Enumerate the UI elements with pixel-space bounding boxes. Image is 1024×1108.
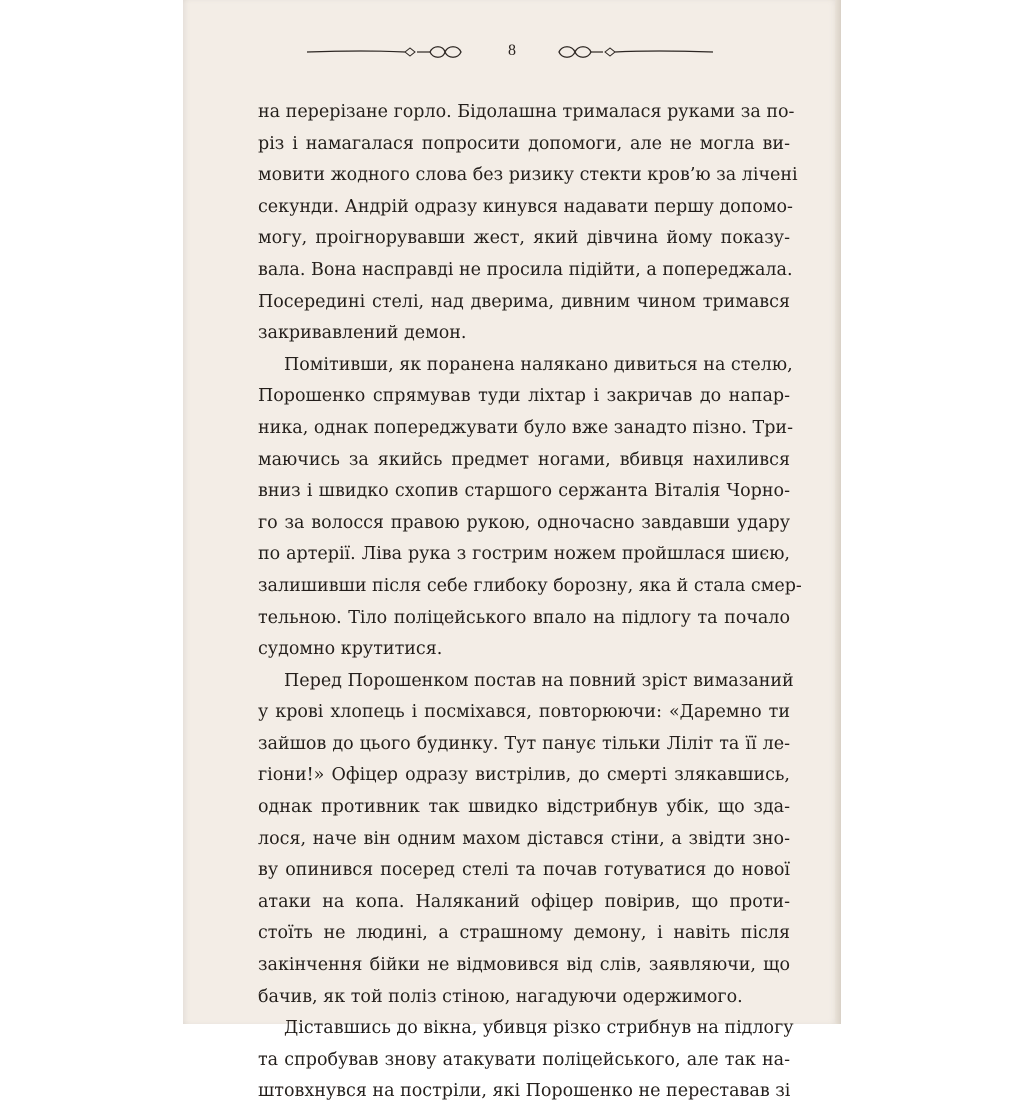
page-header bbox=[183, 36, 841, 72]
book-page bbox=[183, 0, 841, 1102]
text-line: секунди. Андрій одразу кинувся надавати першу допомо- bbox=[258, 196, 793, 217]
text-line: у крові хлопець і посміхався, повторюючи: «Даремно ти bbox=[258, 702, 790, 723]
text-line: Порошенко спрямував туди ліхтар і закричав до напар- bbox=[258, 386, 790, 407]
text-line: маючись за якийсь предмет ногами, вбивця нахилився bbox=[258, 449, 790, 470]
text-line: закривавлений демон. bbox=[258, 323, 467, 344]
text-line: Діставшись до вікна, убивця різко стрибнув на підлогу bbox=[284, 1018, 794, 1039]
text-line: Помітивши, як поранена налякано дивиться на стелю, bbox=[284, 354, 793, 375]
right-ornament-icon bbox=[555, 42, 715, 62]
text-line: по артерії. Ліва рука з гострим ножем пройшлася шиєю, bbox=[258, 544, 790, 565]
text-line: зайшов до цього будинку. Тут панує тільки Ліліт та її ле- bbox=[258, 733, 790, 754]
text-line: вала. Вона насправді не просила підійти, а попереджала. bbox=[258, 259, 793, 280]
text-line: залишивши після себе глибоку борозну, яка й стала смер- bbox=[258, 575, 802, 596]
text-line: мовити жодного слова без ризику стекти кров’ю за лічені bbox=[258, 165, 798, 186]
page-number: 8 bbox=[508, 42, 516, 59]
text-line: ву опинився посеред стелі та почав готуватися до нової bbox=[258, 860, 790, 881]
text-line: гіони!» Офіцер одразу вистрілив, до смерті злякавшись, bbox=[258, 765, 790, 786]
text-line: лося, наче він одним махом дістався стіни, а звідти зно- bbox=[258, 828, 790, 849]
text-line: судомно крутитися. bbox=[258, 639, 443, 660]
text-line: бачив, як той поліз стіною, нагадуючи одержимого. bbox=[258, 986, 743, 1007]
body-text bbox=[258, 97, 802, 1108]
text-line: та спробував знову атакувати поліцейського, але так на- bbox=[258, 1049, 790, 1070]
text-line: атаки на копа. Наляканий офіцер повірив, що проти- bbox=[258, 891, 790, 912]
text-line: різ і намагалася попросити допомоги, але не могла ви- bbox=[258, 133, 790, 154]
text-line: однак противник так швидко відстрибнув убік, що зда- bbox=[258, 797, 790, 818]
text-line: го за волосся правою рукою, одночасно завдавши удару bbox=[258, 512, 790, 533]
text-line: стоїть не людині, а страшному демону, і навіть після bbox=[258, 923, 790, 944]
left-ornament-icon bbox=[305, 42, 465, 62]
text-line: закінчення бійки не відмовився від слів, заявляючи, що bbox=[258, 955, 790, 976]
text-line: на перерізане горло. Бідолашна трималася руками за по- bbox=[258, 102, 795, 122]
page-edge-shadow bbox=[835, 0, 841, 1024]
text-line: тельною. Тіло поліцейського впало на підлогу та почало bbox=[258, 607, 790, 628]
text-line: Перед Порошенком постав на повний зріст вимазаний bbox=[284, 670, 794, 691]
text-line: ника, однак попереджувати було вже занадто пізно. Три- bbox=[258, 417, 794, 438]
text-line: штовхнувся на постріли, які Порошенко не переставав зі bbox=[258, 1081, 791, 1102]
text-line: Посередині стелі, над дверима, дивним чином тримався bbox=[258, 291, 790, 312]
text-line: вниз і швидко схопив старшого сержанта Віталія Чорно- bbox=[258, 481, 790, 502]
text-line: могу, проігнорувавши жест, який дівчина йому показу- bbox=[258, 228, 790, 249]
